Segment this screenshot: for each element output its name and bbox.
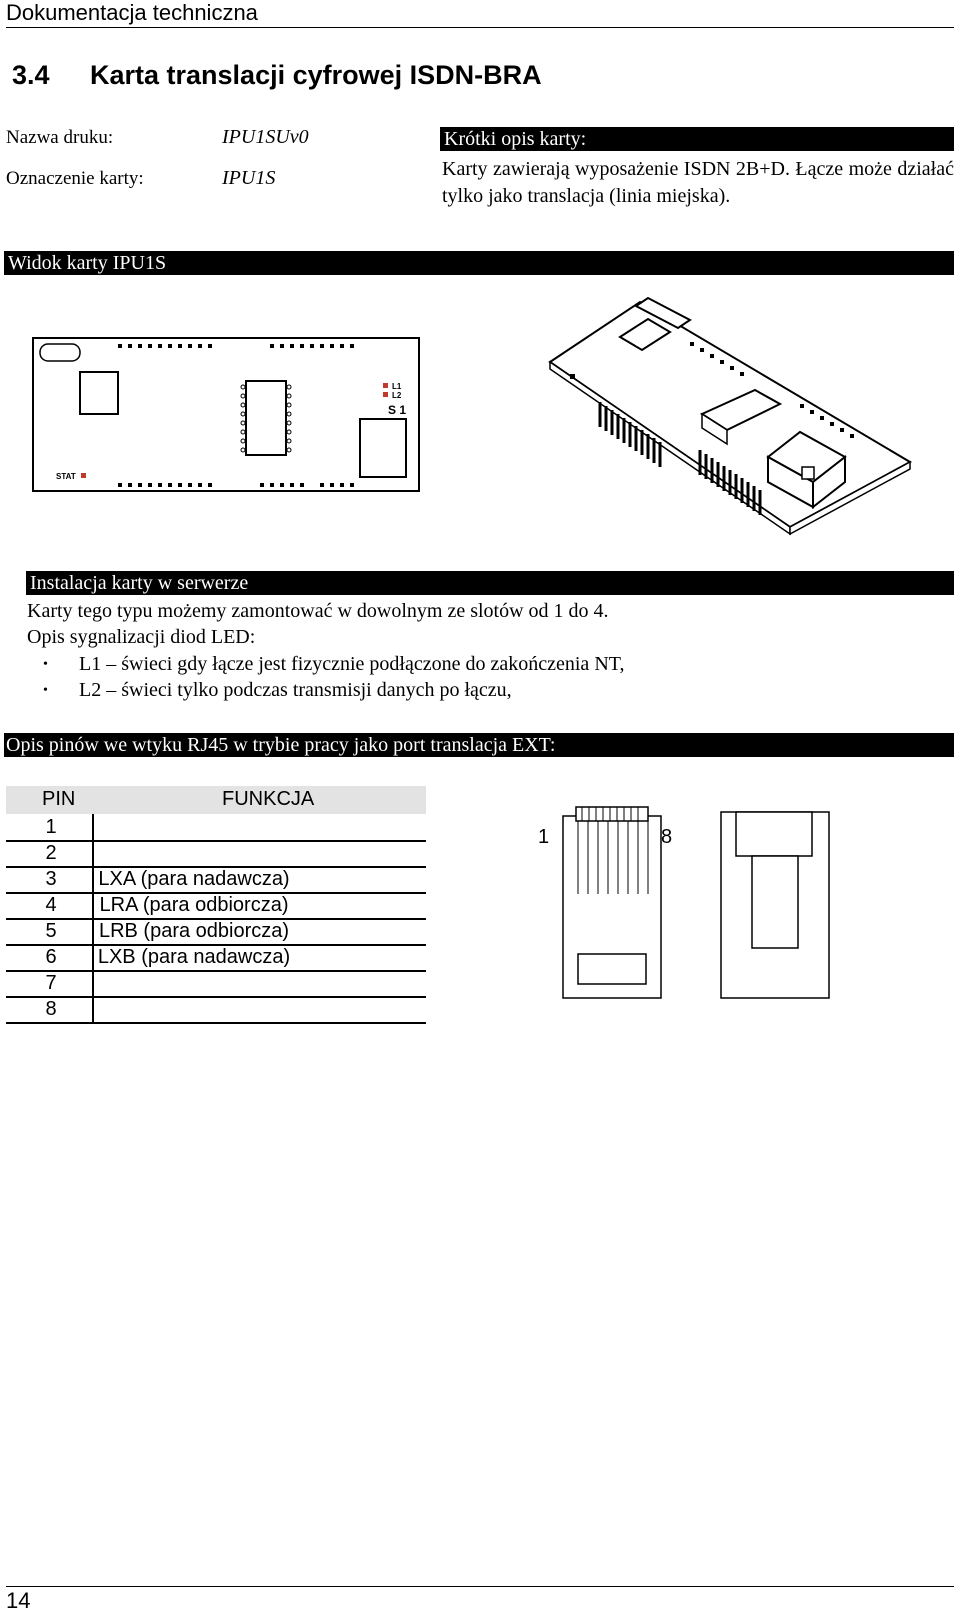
section-title: Karta translacji cyfrowej ISDN-BRA	[90, 60, 542, 90]
table-row	[6, 970, 426, 998]
short-desc-heading: Krótki opis karty:	[440, 127, 954, 151]
table-row	[6, 892, 426, 920]
table-row	[6, 996, 426, 1024]
pin-function: LRB (para odbiorcza)	[98, 920, 290, 942]
card-id-value: IPU1S	[222, 167, 276, 189]
table-row	[6, 866, 426, 894]
header-rule	[6, 27, 954, 28]
card-3d-view	[540, 292, 930, 542]
col-function-header: FUNKCJA	[222, 788, 315, 810]
card-view-heading: Widok karty IPU1S	[4, 251, 954, 275]
col-pin-header: PIN	[42, 788, 76, 810]
pin-number: 2	[45, 842, 57, 864]
pin-number: 8	[45, 998, 57, 1020]
short-desc-text: Karty zawierają wyposażenie ISDN 2B+D. Łącze może działać tylko jako translacja (linia miejska).	[442, 158, 954, 207]
footer-rule	[6, 1586, 954, 1587]
page-number: 14	[6, 1588, 31, 1613]
pin-number: 3	[45, 868, 57, 890]
led-bullet-1: L1 – świeci gdy łącze jest fizycznie podłączone do zakończenia NT,	[79, 653, 625, 675]
table-row	[6, 814, 426, 842]
running-header: Dokumentacja techniczna	[6, 0, 258, 25]
print-name-label: Nazwa druku:	[6, 127, 114, 148]
led-l1-label: L1	[392, 382, 402, 391]
pin-number: 5	[45, 920, 57, 942]
pins-heading: Opis pinów we wtyku RJ45 w trybie pracy jako port translacja EXT:	[4, 733, 954, 757]
bullet-marker-2: •	[43, 683, 48, 698]
pin-number: 1	[45, 816, 57, 838]
print-name-value: IPU1SUv0	[222, 126, 309, 148]
rj45-side-view	[716, 804, 836, 1004]
bullet-marker-1: •	[43, 657, 48, 672]
table-row	[6, 944, 426, 972]
led-heading: Opis sygnalizacji diod LED:	[27, 626, 256, 648]
table-row	[6, 840, 426, 868]
rj45-pin-8-label: 8	[661, 826, 673, 848]
card-id-label: Oznaczenie karty:	[6, 168, 144, 189]
rj45-pin-1-label: 1	[538, 826, 550, 848]
pin-function: LRA (para odbiorcza)	[99, 894, 289, 916]
led-l2-label: L2	[392, 391, 402, 400]
table-row	[6, 918, 426, 946]
led-bullet-2: L2 – świeci tylko podczas transmisji danych po łączu,	[79, 679, 512, 701]
s1-label: S 1	[388, 403, 407, 417]
pin-table-header	[6, 786, 426, 814]
installation-heading: Instalacja karty w serwerze	[26, 571, 954, 595]
stat-label: STAT	[56, 472, 76, 481]
pin-number: 7	[45, 972, 57, 994]
pin-function: LXB (para nadawcza)	[97, 946, 291, 968]
pin-number: 4	[45, 894, 57, 916]
card-top-view	[30, 335, 425, 495]
pin-function: LXA (para nadawcza)	[98, 868, 290, 890]
installation-text: Karty tego typu możemy zamontować w dowolnym ze slotów od 1 do 4.	[27, 600, 609, 622]
rj45-front-view	[548, 804, 678, 1004]
section-number: 3.4	[12, 60, 50, 90]
pin-number: 6	[45, 946, 57, 968]
